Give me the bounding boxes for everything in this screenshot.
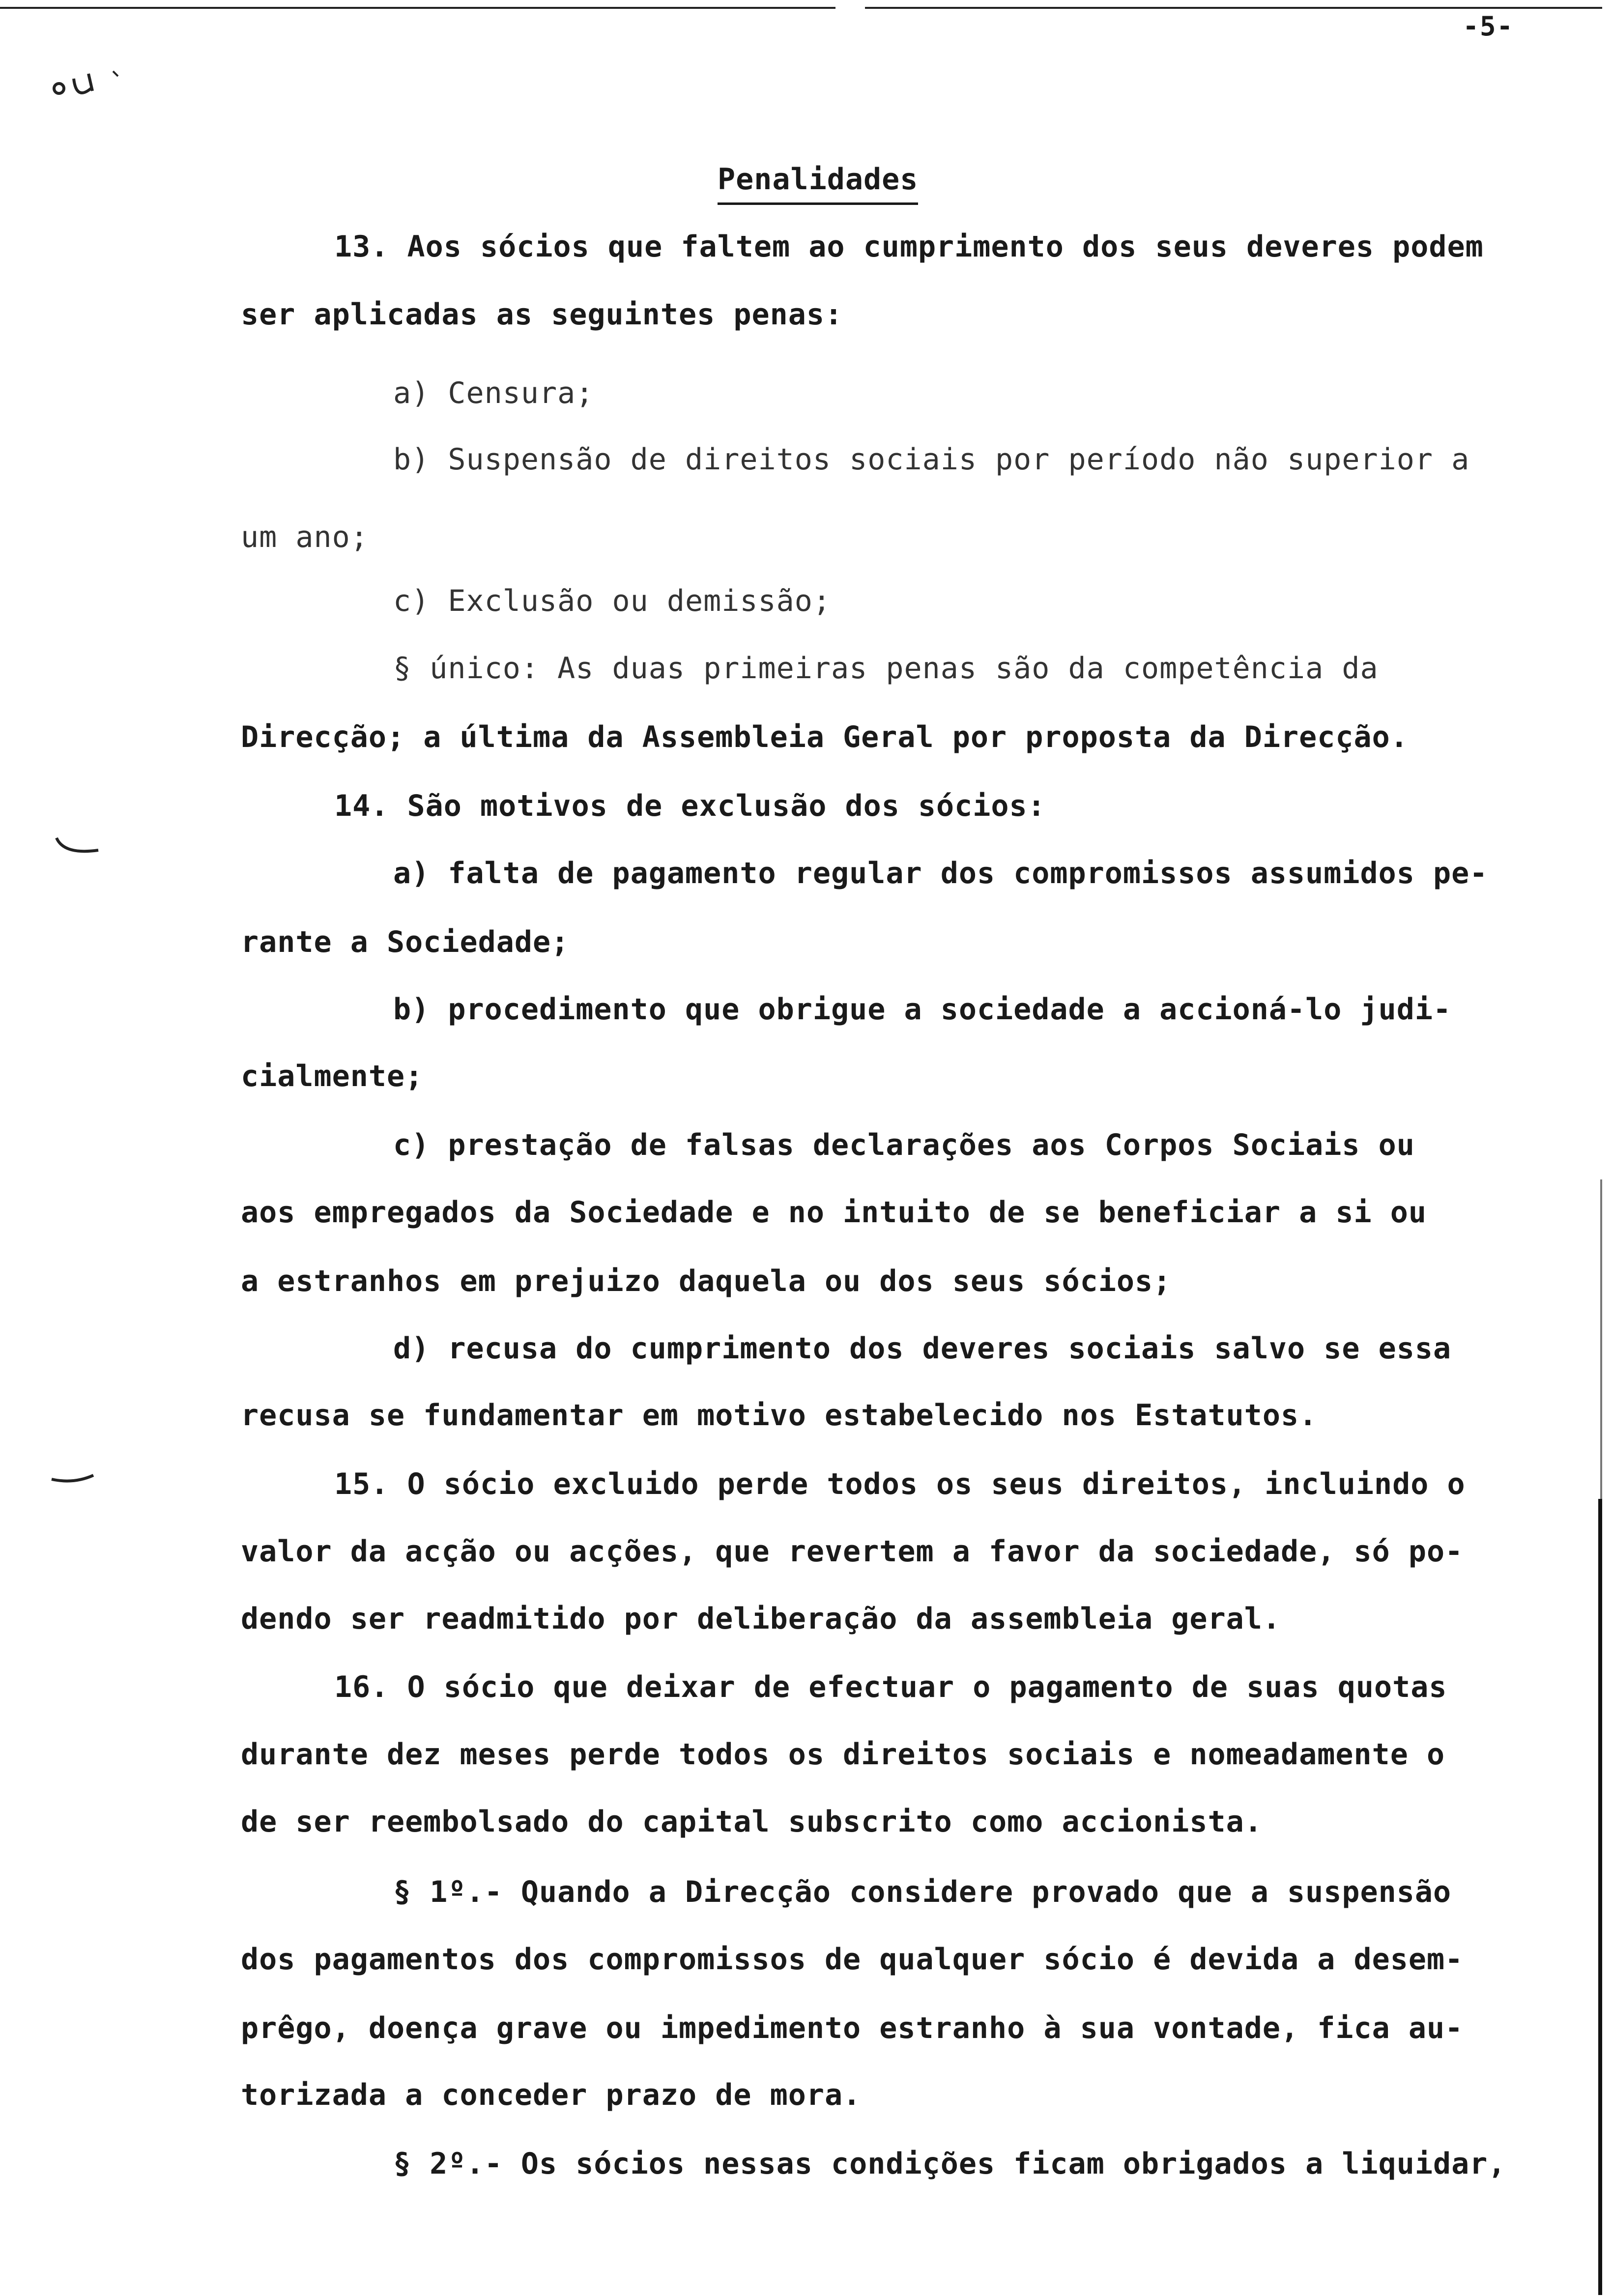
text-line-15: aos empregados da Sociedade e no intuito de se beneficiar a si ou (241, 1195, 1427, 1230)
text-line-12: b) procedimento que obrigue a sociedade a accioná-lo judi- (393, 992, 1452, 1027)
text-line-21: dendo ser readmitido por deliberação da assembleia geral. (241, 1602, 1281, 1636)
text-line-16: a estranhos em prejuizo daquela ou dos seus sócios; (241, 1264, 1172, 1298)
text-line-4: b) Suspensão de direitos sociais por período não superior a (393, 442, 1470, 477)
text-line-2: ser aplicadas as seguintes penas: (241, 297, 843, 332)
text-line-1: 13. Aos sócios que faltem ao cumprimento dos seus deveres podem (334, 230, 1484, 264)
text-line-11: rante a Sociedade; (241, 925, 570, 959)
text-line-8: Direcção; a última da Assembleia Geral por proposta da Direcção. (241, 720, 1409, 754)
text-line-5: um ano; (241, 520, 369, 554)
margin-mark-left-2 (49, 1469, 98, 1489)
text-line-17: d) recusa do cumprimento dos deveres sociais salvo se essa (393, 1331, 1452, 1366)
text-line-28: torizada a conceder prazo de mora. (241, 2078, 862, 2112)
text-line-6: c) Exclusão ou demissão; (393, 584, 831, 618)
top-rule-right (865, 7, 1602, 9)
text-line-18: recusa se fundamentar em motivo estabelecido nos Estatutos. (241, 1398, 1318, 1433)
text-line-26: dos pagamentos dos compromissos de qualquer sócio é devida a desem- (241, 1942, 1464, 1977)
text-line-19: 15. O sócio excluido perde todos os seus direitos, incluindo o (334, 1467, 1466, 1501)
text-line-22: 16. O sócio que deixar de efectuar o pagamento de suas quotas (334, 1670, 1447, 1704)
text-line-14: c) prestação de falsas declarações aos Corpos Sociais ou (393, 1128, 1415, 1162)
text-line-13: cialmente; (241, 1059, 424, 1093)
scan-edge-right-faint (1600, 1179, 1602, 1499)
top-rule-left (0, 7, 835, 9)
text-line-24: de ser reembolsado do capital subscrito como accionista. (241, 1805, 1263, 1839)
text-line-3: a) Censura; (393, 376, 594, 410)
scan-edge-right (1598, 1499, 1602, 2295)
page-number: -5- (1463, 11, 1514, 42)
text-line-29: § 2º.- Os sócios nessas condições ficam obrigados a liquidar, (393, 2147, 1506, 2181)
margin-mark-left-1 (54, 835, 103, 865)
text-line-25: § 1º.- Quando a Direcção considere provado que a suspensão (393, 1875, 1452, 1909)
section-title: Penalidades (718, 162, 918, 205)
text-line-27: prêgo, doença grave ou impedimento estranho à sua vontade, fica au- (241, 2011, 1464, 2045)
text-line-7: § único: As duas primeiras penas são da competência da (393, 651, 1379, 686)
text-line-23: durante dez meses perde todos os direitos sociais e nomeadamente o (241, 1737, 1445, 1772)
handwritten-mark (39, 54, 138, 128)
text-line-9: 14. São motivos de exclusão dos sócios: (334, 789, 1046, 823)
text-line-10: a) falta de pagamento regular dos compromissos assumidos pe- (393, 856, 1488, 890)
text-line-20: valor da acção ou acções, que revertem a favor da sociedade, só po- (241, 1534, 1464, 1569)
